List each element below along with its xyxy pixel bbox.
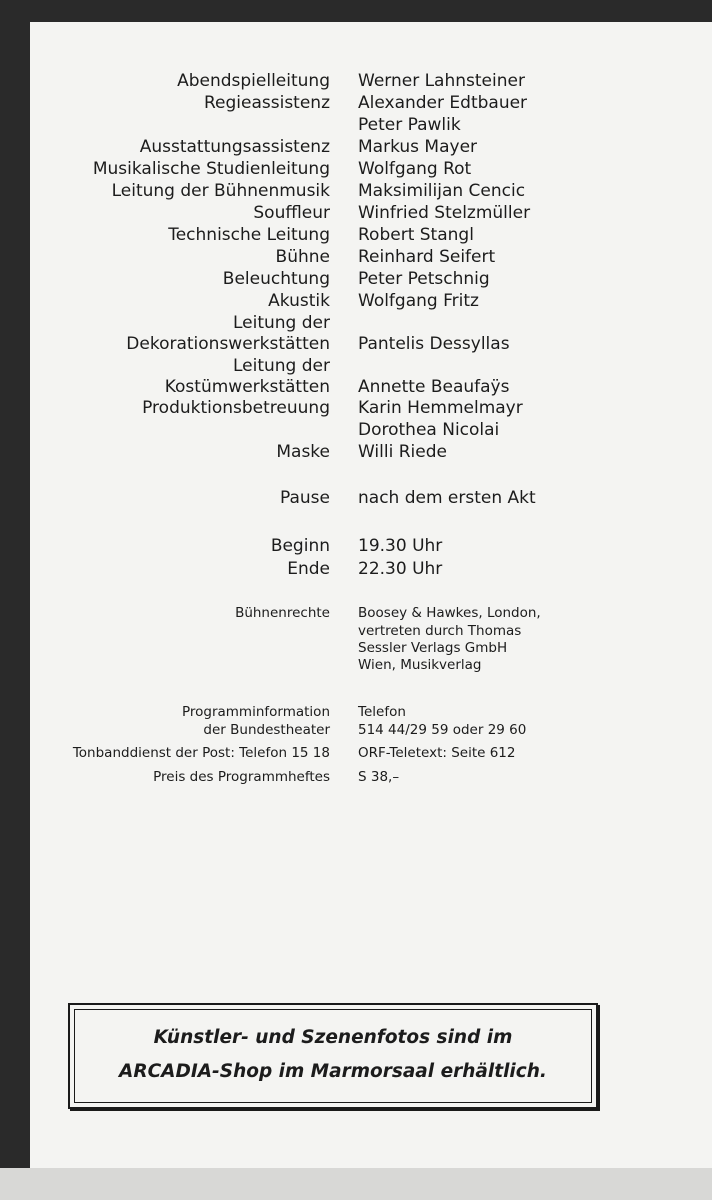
info-row — [30, 769, 712, 791]
credit-row — [30, 376, 712, 398]
credit-row — [30, 290, 712, 312]
credit-label: Leitung der Bühnenmusik — [111, 181, 330, 201]
credit-label: Souffleur — [253, 203, 330, 223]
rights-line: vertreten durch Thomas — [358, 623, 522, 639]
info-label: Programminformation — [181, 704, 330, 720]
credit-value: Robert Stangl — [358, 225, 474, 245]
credit-label: Bühne — [275, 247, 330, 267]
credit-value: Reinhard Seifert — [358, 247, 496, 267]
credit-label: Akustik — [268, 291, 330, 311]
credit-row — [30, 70, 712, 92]
credit-value: Peter Pawlik — [358, 115, 461, 135]
time-value: 19.30 Uhr — [358, 536, 443, 556]
rights-label: Bühnenrechte — [235, 605, 330, 621]
pause-value: nach dem ersten Akt — [358, 488, 536, 508]
credit-value: Pantelis Dessyllas — [358, 334, 510, 354]
credit-label: Maske — [276, 442, 330, 462]
credit-label: Regieassistenz — [203, 93, 330, 113]
credit-row — [30, 224, 712, 246]
info-value: 514 44/29 59 oder 29 60 — [358, 722, 527, 738]
info-row — [30, 745, 712, 767]
credit-label: Ausstattungsassistenz — [139, 137, 330, 157]
credit-label: Leitung der — [232, 313, 330, 333]
credit-row — [30, 158, 712, 180]
info-value: Telefon — [358, 704, 406, 720]
credit-label: Abendspielleitung — [177, 71, 330, 91]
scan-bottom-strip — [0, 1168, 712, 1200]
credit-value: Alexander Edtbauer — [358, 93, 528, 113]
credit-row — [30, 136, 712, 158]
credit-value: Karin Hemmelmayr — [358, 398, 523, 418]
credit-label: Beleuchtung — [222, 269, 330, 289]
credit-row — [30, 441, 712, 463]
notice-box — [68, 1003, 598, 1109]
time-label: Ende — [287, 559, 330, 579]
credit-label: Produktionsbetreuung — [142, 398, 330, 418]
info-label: Preis des Programmheftes — [153, 769, 330, 785]
credit-value: Peter Petschnig — [358, 269, 490, 289]
credit-row — [30, 246, 712, 268]
credit-label: Leitung der — [232, 356, 330, 376]
info-row — [30, 722, 712, 744]
credit-label: Technische Leitung — [168, 225, 330, 245]
credit-value: Willi Riede — [358, 442, 447, 462]
credit-value: Wolfgang Rot — [358, 159, 472, 179]
credit-value: Wolfgang Fritz — [358, 291, 479, 311]
credit-row — [30, 180, 712, 202]
notice-line: Künstler- und Szenenfotos sind im — [153, 1027, 513, 1048]
time-value: 22.30 Uhr — [358, 559, 443, 579]
info-label: Tonbanddienst der Post: Telefon 15 18 — [72, 745, 330, 761]
info-value: ORF-Teletext: Seite 612 — [358, 745, 516, 761]
credit-row — [30, 92, 712, 114]
credit-label: Dekorationswerkstätten — [126, 334, 330, 354]
credit-row — [30, 355, 712, 377]
credit-row — [30, 333, 712, 355]
credit-value: Werner Lahnsteiner — [358, 71, 525, 91]
credit-row — [30, 419, 712, 441]
rights-line: Sessler Verlags GmbH — [358, 640, 508, 656]
pause-label: Pause — [280, 488, 330, 508]
credit-row — [30, 397, 712, 419]
credit-row — [30, 312, 712, 334]
credit-value: Winfried Stelzmüller — [358, 203, 531, 223]
credit-value: Dorothea Nicolai — [358, 420, 500, 440]
credit-label: Kostümwerkstätten — [164, 377, 330, 397]
rights-line: Wien, Musikverlag — [358, 657, 482, 673]
time-row — [30, 535, 712, 557]
time-label: Beginn — [270, 536, 330, 556]
credit-row — [30, 114, 712, 136]
credit-label: Musikalische Studienleitung — [92, 159, 330, 179]
credit-row — [30, 202, 712, 224]
notice-line: ARCADIA-Shop im Marmorsaal erhältlich. — [119, 1061, 547, 1082]
pause-row — [30, 487, 712, 509]
program-page — [30, 22, 712, 1168]
credit-value: Markus Mayer — [358, 137, 478, 157]
info-value: S 38,– — [358, 769, 400, 785]
notice-box-inner — [74, 1009, 592, 1103]
rights-line: Boosey & Hawkes, London, — [358, 605, 541, 621]
credit-row — [30, 268, 712, 290]
credit-value: Annette Beaufaÿs — [358, 377, 510, 397]
credit-value: Maksimilijan Cencic — [358, 181, 526, 201]
info-label: der Bundestheater — [203, 722, 330, 738]
rights-row — [30, 657, 712, 679]
time-row — [30, 558, 712, 580]
